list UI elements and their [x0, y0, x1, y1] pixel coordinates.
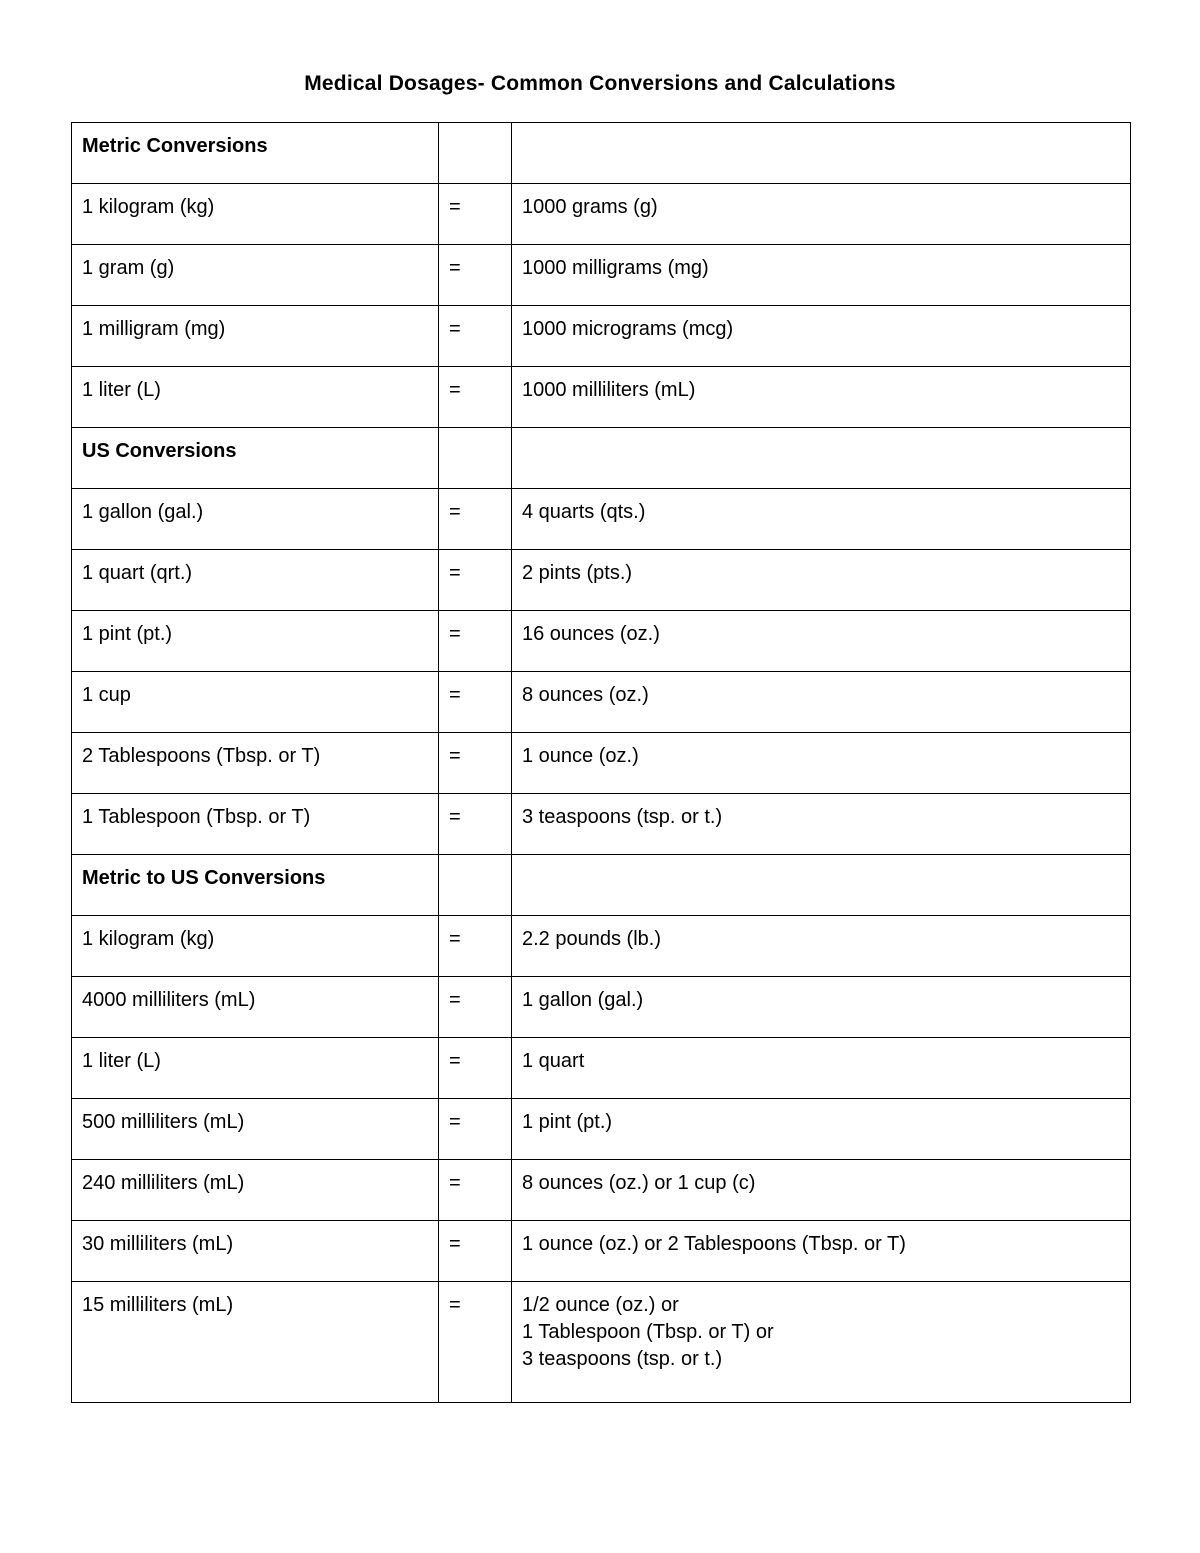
unit-to-cell [512, 855, 1131, 916]
table-row [72, 1160, 1131, 1221]
unit-to-cell: 1 ounce (oz.) or 2 Tablespoons (Tbsp. or T) [512, 1221, 1131, 1282]
table-row [72, 245, 1131, 306]
unit-from-cell: 1 quart (qrt.) [72, 550, 439, 611]
unit-from-cell: 500 milliliters (mL) [72, 1099, 439, 1160]
section-title: Metric to US Conversions [72, 855, 439, 916]
unit-from-cell: 30 milliliters (mL) [72, 1221, 439, 1282]
equals-cell: = [439, 977, 512, 1038]
table-row [72, 916, 1131, 977]
table-row [72, 1038, 1131, 1099]
table-row [72, 1099, 1131, 1160]
table-row [72, 611, 1131, 672]
equals-cell: = [439, 184, 512, 245]
unit-from-cell: 1 kilogram (kg) [72, 916, 439, 977]
unit-to-cell: 1 pint (pt.) [512, 1099, 1131, 1160]
table-row [72, 306, 1131, 367]
unit-to-cell: 3 teaspoons (tsp. or t.) [512, 794, 1131, 855]
table-row [72, 1282, 1131, 1403]
unit-from-cell: 2 Tablespoons (Tbsp. or T) [72, 733, 439, 794]
unit-to-cell: 16 ounces (oz.) [512, 611, 1131, 672]
unit-from-cell: 1 kilogram (kg) [72, 184, 439, 245]
unit-to-cell: 4 quarts (qts.) [512, 489, 1131, 550]
equals-cell: = [439, 306, 512, 367]
unit-from-cell: 1 cup [72, 672, 439, 733]
section-header-row [72, 428, 1131, 489]
unit-to-cell [512, 428, 1131, 489]
unit-to-cell: 8 ounces (oz.) [512, 672, 1131, 733]
table-row [72, 977, 1131, 1038]
unit-from-cell: 1 gram (g) [72, 245, 439, 306]
unit-to-cell: 2 pints (pts.) [512, 550, 1131, 611]
unit-from-cell: 1 pint (pt.) [72, 611, 439, 672]
unit-to-cell: 8 ounces (oz.) or 1 cup (c) [512, 1160, 1131, 1221]
equals-cell: = [439, 1160, 512, 1221]
unit-from-cell: 1 liter (L) [72, 1038, 439, 1099]
unit-to-cell: 1 gallon (gal.) [512, 977, 1131, 1038]
unit-to-cell [512, 1282, 1131, 1403]
unit-to-line: 1/2 ounce (oz.) or [522, 1294, 679, 1316]
equals-cell: = [439, 733, 512, 794]
unit-from-cell: 15 milliliters (mL) [72, 1282, 439, 1403]
equals-cell: = [439, 245, 512, 306]
table-row [72, 1221, 1131, 1282]
section-header-row [72, 123, 1131, 184]
table-row [72, 184, 1131, 245]
unit-from-cell: 4000 milliliters (mL) [72, 977, 439, 1038]
equals-cell [439, 428, 512, 489]
unit-to-cell: 1000 milligrams (mg) [512, 245, 1131, 306]
unit-to-cell [512, 123, 1131, 184]
conversion-table-body [72, 123, 1131, 1403]
table-row [72, 672, 1131, 733]
unit-to-line: 1 Tablespoon (Tbsp. or T) or [522, 1321, 774, 1343]
unit-from-cell: 1 Tablespoon (Tbsp. or T) [72, 794, 439, 855]
equals-cell: = [439, 1221, 512, 1282]
unit-from-cell: 1 milligram (mg) [72, 306, 439, 367]
equals-cell: = [439, 367, 512, 428]
table-row [72, 367, 1131, 428]
table-row [72, 550, 1131, 611]
unit-to-cell: 1000 micrograms (mcg) [512, 306, 1131, 367]
equals-cell: = [439, 1038, 512, 1099]
equals-cell: = [439, 550, 512, 611]
section-title: Metric Conversions [72, 123, 439, 184]
table-row [72, 489, 1131, 550]
section-title: US Conversions [72, 428, 439, 489]
equals-cell: = [439, 1099, 512, 1160]
unit-to-cell: 1 ounce (oz.) [512, 733, 1131, 794]
equals-cell: = [439, 611, 512, 672]
unit-to-cell: 1 quart [512, 1038, 1131, 1099]
unit-to-cell: 1000 milliliters (mL) [512, 367, 1131, 428]
equals-cell: = [439, 794, 512, 855]
unit-from-cell: 1 gallon (gal.) [72, 489, 439, 550]
page-title: Medical Dosages- Common Conversions and Calculations [304, 72, 896, 95]
unit-from-cell: 240 milliliters (mL) [72, 1160, 439, 1221]
unit-to-cell: 2.2 pounds (lb.) [512, 916, 1131, 977]
equals-cell: = [439, 1282, 512, 1403]
equals-cell [439, 123, 512, 184]
unit-from-cell: 1 liter (L) [72, 367, 439, 428]
unit-to-line: 3 teaspoons (tsp. or t.) [522, 1348, 723, 1370]
table-row [72, 733, 1131, 794]
conversion-table [71, 122, 1131, 1403]
equals-cell: = [439, 489, 512, 550]
unit-to-cell: 1000 grams (g) [512, 184, 1131, 245]
equals-cell: = [439, 672, 512, 733]
equals-cell [439, 855, 512, 916]
table-row [72, 794, 1131, 855]
section-header-row [72, 855, 1131, 916]
equals-cell: = [439, 916, 512, 977]
